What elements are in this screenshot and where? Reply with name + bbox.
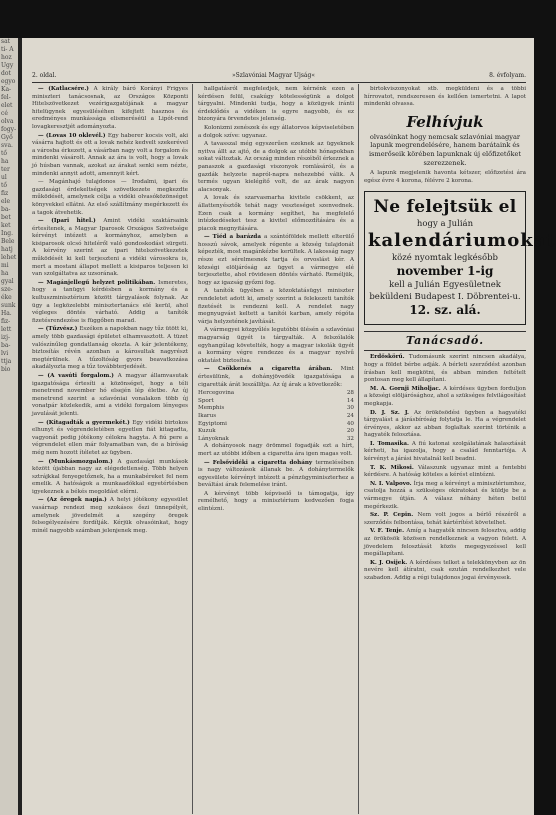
article-lead: — Csökkenés a cigaretta árában. [204,366,341,373]
article-lead: I. Tomasika. [370,440,412,447]
article-text: Az örökösödési ügyben a hagyatéki tárgyalást a járásbíróság folytatja le. Ha a végrendelet érvényes, akkor az abban foglaltak szerint történik a hagyaték felosztása. [364,409,527,439]
margin-fragment-line: ha [1,270,9,277]
margin-fragment-line: lehet [1,254,17,261]
margin-fragment-line: Bele [1,238,15,245]
article-paragraph [32,179,188,217]
article-text: Egy vidéki birtokos elhunyt és végrendeletében egyetlen fiát kitagadta, vagyonát pedig jótékony célokra hagyta. A fiú pere a végrendelet ellen már folyamatban van, de a bíróság még nem hozott ítéletet az ügyben. [32,419,189,456]
margin-fragment-line: ba- [1,206,11,213]
margin-fragment-line: Ing. [1,230,13,237]
price-row [198,421,354,429]
article-text: hallgatásról megfeledjek, nem kérnénk ezen a kérdésen felül, csakúgy kötelességünk a dolgot tárgyalni. Mindenki tudja, hogy a közügyek iránti érdeklődés a vidéken is egyre nagyobb, és ez bizonyára örvendetes jelenség. [198,86,354,123]
price-item-value: 30 [346,405,354,412]
article-text: A helyi jótékony egyesület vasárnap rendezi meg szokásos őszi ünnepélyét, amelynek jövedelmét a szegény öregek felsegélyezésére fordítják. Kérjük olvasóinkat, hogy minél nagyobb számban jelenjenek meg. [32,497,188,534]
column-rule [192,84,193,814]
margin-fragment-line: ti- A [1,46,14,53]
price-item-value: 14 [346,397,354,404]
article-lead: — (Katlacsére.) [38,86,94,92]
newspaper-title: »Szlavóniai Magyar Ujság« [232,72,316,79]
article-text: A király báró Korányi Frigyes miniszteri tanácsosnak, az Országos Központi Hitelszövetkezet vezérigazgatójának a magyar hitelügynek egyesüléséhen kifejtett hasznos és eredményes munkássága elismeréséül a Lipót-rend lovagkeresztjét adományozta. [32,86,188,130]
article-lead: — (Ipari hitel.) [38,218,104,225]
margin-fragment-line: lett [1,326,12,333]
column-3-intro: birtokviszonyokat stb. megküldeni és a többi hírrovatot, rendszeresen és kellően ismertetni. A lapot mindenki olvassa. [364,86,526,108]
article-paragraph [364,560,526,583]
article-paragraph [198,234,354,287]
ad-calendar-subline: hogy a Julián [416,219,474,230]
ad-calendar-address: 12. sz. alá. [409,303,481,318]
article-text: — Magánhajó tulajdonos — Irodalmi, ipari és gazdasági érdekeltségek szövetkezete megkezdte működését, amelynek célja a vidéki olvasóközönséget könyvekkel ellátni. Az első szállítmány megérkezett és a tagok átvehetik. [32,179,188,216]
margin-fragment-line: ba- [1,342,11,349]
article-lead: — (Munkásmozgalom.) [38,458,118,465]
margin-fragment-line: hoz [1,54,12,61]
article-lead: D. J. Sz. J. [370,409,414,416]
article-paragraph [32,459,188,497]
article-text: A gazdasági munkások között újabban nagy az elégedetlenség. Több helyen sztrájkkal fenyegetőznek, ha a munkabéreket fel nem emelik. A hatóságok a munkaadókkal egyetértésben igyekeznek a békés megoldást elérni. [32,458,188,495]
article-text: A tavasszal még egyszerűen ezeknek az ügyeknek nyitva állt az ajtó, de a dolgok az utóbbi hónapokban sokat változtak. Az ország minden részéből érkeznek a panaszok a gazdasági viszonyok romlásáról, és a gazdák helyzete napról-napra nehezebbé válik. A termés ugyan kielégítő volt, de az árak nagyon alacsonyak. [198,141,354,193]
section-title-tanacsado: Tanácsadó. [364,331,526,351]
article-text: A lovak és szarvasmarha kivitele csökkent, az állattenyésztők tehát nagy veszteséget szenvednek. Ezen csak a kormány segíthet, ha megfelelő intézkedéseket tesz a kivitel előmozdítására és a piacok megnyitására. [198,195,354,232]
previous-page-fragment [0,38,20,815]
article-lead: — Felsővidéki a cigaretta dohány [204,459,316,466]
article-text: A vármegyei közgyűlés legutóbbi ülésén a szlavóniai magyarság ügyét is tárgyalták. A felszólalók egyhangúlag követelték, hogy a magyar iskolák ügyét a kormány végre rendezze és a magyar nyelvű oktatást biztosítsa. [198,327,354,364]
article-text: Mint értesülünk, a dohányjövedék igazgatósága a cigaretták árát leszállítja. Az új árak a következők: [198,366,354,388]
margin-fragment-line: egyo [1,78,16,85]
article-paragraph [198,491,354,514]
price-row [198,398,354,406]
article-paragraph [198,460,354,490]
margin-fragment-line: dot [1,70,11,77]
column-rule [358,84,359,814]
article-text: A magyar államvasutak igazgatósága értesíti a közönséget, hogy a téli menetrend november hó elsején lép életbe. Az új menetrend szerint a szlavóniai vonalakon több új vonatpár közlekedik, ami a vidéki forgalom lényeges javulását jelenti. [32,372,188,417]
ad-calendar-headline: Ne felejtsük el [373,197,517,218]
article-lead: T. K. Mikosi. [370,464,419,471]
margin-fragment-line: mi [1,262,9,269]
ad-calendar-line-2: kell a Julián Egyesületnek beküldeni Budapest I. Döbrentei-u. [369,280,521,303]
margin-fragment-line: sva. [1,142,13,149]
price-item-value: 40 [346,420,354,427]
article-lead: — (Lovas 10 oklevél.) [38,132,108,139]
price-item-value: 32 [346,435,354,442]
article-paragraph [32,497,188,535]
article-lead: — (Az öregek napja.) [38,497,110,504]
margin-fragment-line: izj- [1,334,10,341]
price-item-value: 20 [346,428,354,435]
article-lead: — Magánjellegű helyzet politikában. [38,279,159,286]
article-paragraph [32,133,188,179]
column-1 [32,86,188,811]
margin-fragment-line: Ka- [1,86,12,93]
article-text: Ismeretes, hogy a tanügyi kérdésben a kormány és a kultuszminisztérium között tárgyalások folynak. Az ügy a legközelebbi minisztertanács elé kerül, ahol végleges döntés várható. Addig a tanítók fizetésrendezése is függőben marad. [32,279,188,324]
price-item-name: Hercegovina [198,390,235,397]
article-text: A kérdéses telket a telekkönyvben az ön nevére kell átíratni, csak ezután rendelkezhet vele szabadon. Addig a régi tulajdonos jogai érvényesek. [364,559,526,581]
article-text: Kolonizmi zenészek és egy állatorvos képviseletében a dolgok szíve: ugyanaz. [198,124,354,139]
article-paragraph [198,86,354,124]
article-lead: — Tiéd a barázda [204,234,265,241]
article-lead: Sz. P. Cepin. [370,512,418,519]
article-text: A kérdéses ügyben forduljon a községi elöljárósághoz, ahol a szükséges felvilágosítást megkapja. [364,385,526,407]
margin-fragment-line: Ugy [1,62,14,69]
article-paragraph [198,443,354,458]
price-row [198,413,354,421]
margin-fragment-line: bio [1,366,11,373]
column-3 [364,86,556,811]
ad-felhivjuk-title: Felhívjuk [406,112,484,131]
margin-fragment-line: fiz- [1,318,11,325]
margin-fragment-line: fiz [1,190,9,197]
margin-fragment-line: éke [1,294,12,301]
margin-fragment-line: olva [1,118,14,125]
issue-number: 8. évfolyam. [489,72,526,79]
article-lead: N. I. Valpovo. [370,480,414,487]
article-lead: — (Kitagadták a gyermekét.) [38,419,133,426]
margin-fragment-line: ul [1,174,7,181]
margin-fragment-line: elet [1,102,13,109]
article-paragraph [198,195,354,233]
article-text: Eszéken a napokban nagy tűz ütött ki, amely több gazdasági épületet elhamvasztott. A tüzet valószínűleg gondatlanság okozta. A kár jelentékeny, biztosítás révén azonban a károsultak nagyrészt megtérülnek. A tűzoltóság gyors beavatkozása akadályozta meg a tűz továbbterjedését. [32,326,188,371]
article-lead: Erdőskörű. [370,354,409,361]
margin-fragment-line: gyal [1,278,14,285]
newspaper-page [22,38,556,815]
article-text: A fiú katonai szolgálatának halasztását kérheti, ha igazolja, hogy a család fenntartója. A kérvényt a járási hivatalnál kell beadni. [364,440,526,463]
article-text: Amint vidéki szaktársaink értesítenek, a Magyar Iparosok Országos Szövetsége kérvényt intézett a kormányhoz, amelyben a kisiparosok olcsó hiteléről való gondoskodást sürgeti. A kérvény szerint az ipari hitelszövetkezetek működését ki kell terjeszteni a vidéki városokra is, mert a mostani állapot mellett a kisiparos teljesen ki van szolgáltatva az uzsorának. [32,218,188,278]
cigarette-price-table [198,390,354,443]
article-text: Egy haberer kocsis volt, aki vásárra hajtott és ott a lovak nehéz kedvelt szekerével a városba érkezett, a vásárban nagy volt a forgalom és mindenki vásárolt. Annak az ára is volt, hogy a lovak jó húsban vannak, azokat az árakat senki sem nézte, mindenki annyit adott, amennyit kért. [32,132,188,177]
article-paragraph [364,528,526,558]
article-paragraph [32,326,188,372]
article-text: A tanítók ügyében a közoktatásügyi miniszter rendeletet adott ki, amely szerint a felekezeti tanítók fizetését is rendezni kell. A rendelet nagy megnyugvást keltett a tanítói karban, amely régóta várja helyzetének javítását. [198,288,354,325]
margin-fragment-line: fel- [1,94,11,101]
ad-felhivjuk-text: olvasóinkat hogy nemcsak szlavóniai magyar lapunk megrendelésére, hanem barátaink és ismerőseik körében lapunknak új előfizetőket szerezzenek. [368,132,522,167]
price-row [198,390,354,398]
margin-fragment-line: sat [1,38,11,45]
article-paragraph [364,386,526,409]
article-paragraph [32,218,188,279]
margin-fragment-line: lvi [1,350,9,357]
ad-calendar-date: november 1-ig [396,264,494,279]
article-paragraph [364,465,526,480]
article-paragraph [198,327,354,365]
article-text: Nem volt jogos a bérlő részéről a szerződés felbontása, tehát kártérítést követelhet. [364,512,526,526]
article-text: Válaszunk ugyanaz mint a fentebbi kérdésre. A hatóság köteles a kérést elintézni. [364,464,526,479]
article-paragraph [364,410,526,440]
margin-fragment-line: ter [1,166,10,173]
margin-fragment-line: bet [1,214,11,221]
page-number: 2. oldal. [32,72,57,79]
ad-calendar-line-1: közé nyomtak legkésőbb [391,253,498,264]
price-item-name: Sport [198,397,214,404]
article-paragraph [198,125,354,140]
article-paragraph [198,288,354,326]
article-lead: — (Tűzvész.) [38,326,80,333]
column-2 [198,86,354,811]
price-item-value: 28 [346,390,354,397]
ad-calendar-box [364,191,556,325]
article-paragraph [32,420,188,458]
article-text: Amíg a hagyaték nincsen felosztva, addig az örökösök közösen rendelkeznek a vagyon felett. A jövedelem felosztását közös megegyezéssel kell megállapítani. [364,528,526,558]
margin-fragment-line: tő [1,182,8,189]
article-paragraph [32,86,188,132]
article-text: Tudomásunk szerint nincsen akadálya, hogy a földet bérbe adják. A bérleti szerződést azonban írásban kell megkötni, és abban minden feltételt pontosan meg kell állapítani. [364,354,526,384]
price-item-name: Ikarus [198,412,217,419]
article-text: Írja meg a kérvényt a minisztériumhoz, csatolja hozzá a szükséges okiratokat és küldje be a vármegye útján. A válasz néhány héten belül megérkezik. [364,480,526,510]
margin-fragment-line: tő [1,150,8,157]
article-paragraph [32,373,188,419]
margin-fragment-line: hatj [1,246,13,253]
article-paragraph [364,512,526,527]
margin-fragment-line: Győ [1,134,13,141]
article-paragraph [364,354,526,384]
article-paragraph [364,481,526,511]
article-lead: — (A vasúti forgalom.) [38,372,118,379]
article-lead: M. A. Gornji Miholjac. [370,385,444,392]
article-text: A dohányosok nagy örömmel fogadják ezt a hírt, mert az utóbbi időben a cigaretta ára igen magas volt. [198,443,354,457]
article-text: A kérvényt több képviselő is támogatja, így remélhető, hogy a minisztérium kedvezően fogja elintézni. [198,490,354,513]
margin-fragment-line: sunk [1,302,16,309]
price-item-name: Lányoknak [198,435,229,442]
article-paragraph [364,441,526,464]
article-paragraph [32,280,188,326]
margin-fragment-line: cé [1,110,8,117]
price-item-name: Egyiptomi [198,420,227,427]
margin-fragment-line: ttja [1,358,12,365]
article-text: termelésében is nagy változások állanak be. A dohánytermelők egyesülete kérvényt intézett a pénzügyminiszterhez a beváltási árak felemelése iránt. [198,459,354,489]
article-lead: K. J. Osijek. [370,559,410,566]
margin-fragment-line: Ha. [1,310,12,317]
article-lead: V. F. Tenje. [370,528,407,535]
article-text: a szántóföldek mellett elterülő hosszú sávok, amelyek régente a község tulajdonát képezték, most magánkézbe kerültek. A lakosság nagy része ezt sérelmesnek tartja és orvoslást kér. A községi elöljáróság az ügyet a vármegye elé terjesztette, ahol rövidesen döntés várható. Reméljük, hogy az igazság győzni fog. [198,234,354,286]
margin-fragment-line: fogy- [1,126,17,133]
price-row [198,405,354,413]
article-paragraph [198,141,354,194]
margin-fragment-line: ket [1,222,11,229]
margin-fragment-line: sze- [1,286,13,293]
article-paragraph [198,366,354,389]
price-item-name: Kuzuk [198,428,216,435]
ad-felhivjuk-extra: A lapunk megjelenik havonta kétszer, előfizetési ára egész évre 4 korona, félévre 2 korona. [364,170,526,184]
price-row [198,428,354,436]
margin-fragment-line: ha [1,158,9,165]
price-item-value: 24 [346,412,354,419]
ad-calendar-title: kalendáriumokat [368,230,556,252]
page-header [32,70,526,83]
price-item-name: Memphis [198,405,225,412]
margin-fragment-line: ele [1,198,11,205]
